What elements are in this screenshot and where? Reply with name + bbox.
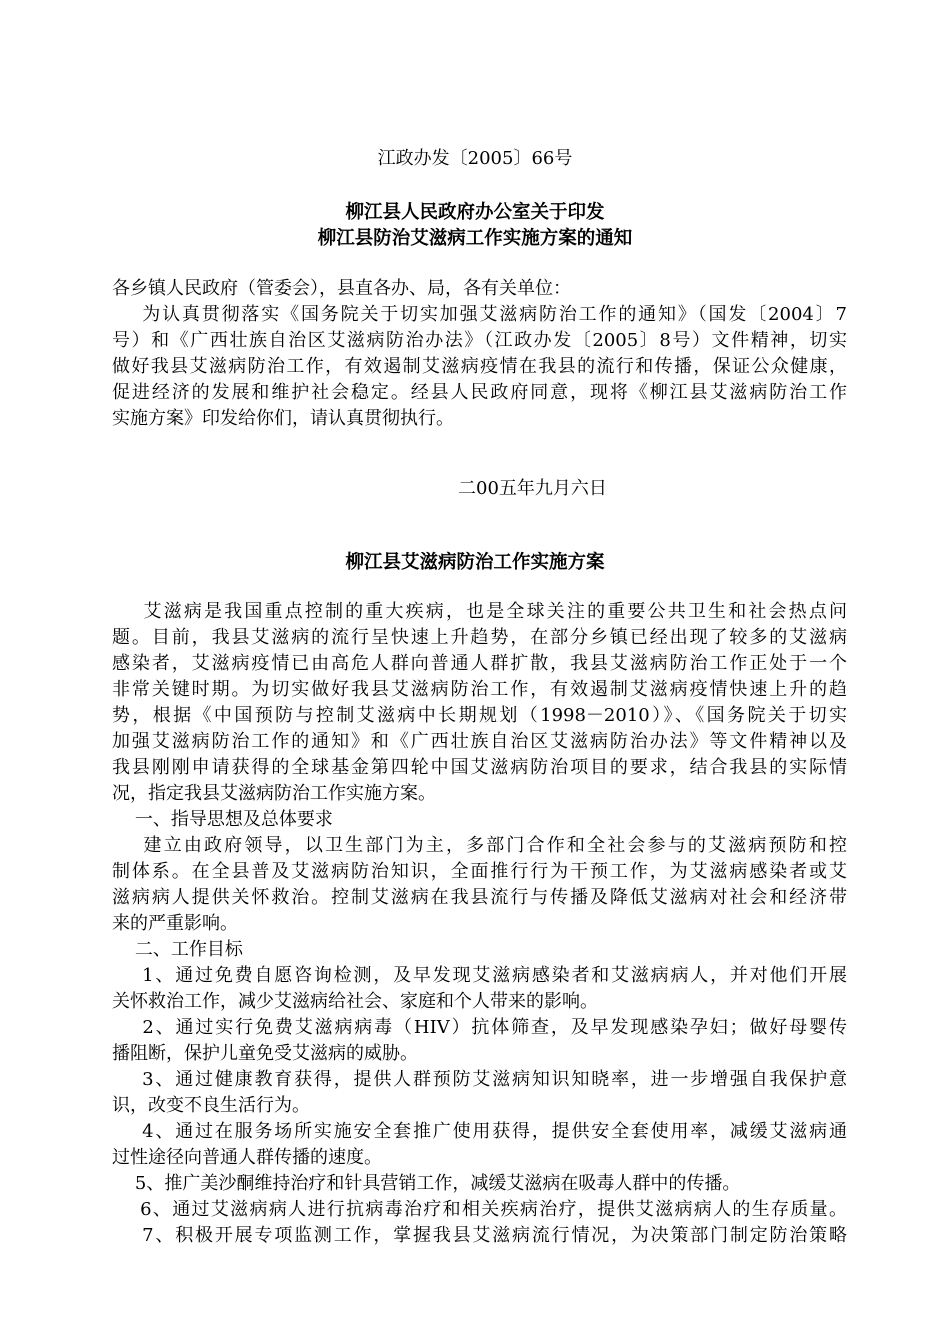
plan-line: 7、积极开展专项监测工作，掌握我县艾滋病流行情况，为决策部门制定防治策略 bbox=[112, 1225, 847, 1246]
plan-line: 况，指定我县艾滋病防治工作实施方案。 bbox=[112, 783, 436, 804]
notice-line: 为认真贯彻落实《国务院关于切实加强艾滋病防治工作的通知》（国发〔2004〕7 bbox=[112, 304, 847, 325]
addressee: 各乡镇人民政府（管委会），县直各办、局，各有关单位： bbox=[112, 278, 571, 299]
plan-line: 5、推广美沙酮维持治疗和针具营销工作，减缓艾滋病在吸毒人群中的传播。 bbox=[112, 1173, 741, 1194]
plan-line: 制体系。在全县普及艾滋病防治知识，全面推行行为干预工作，为艾滋病感染者或艾 bbox=[112, 861, 847, 882]
plan-line: 过性途径向普通人群传播的速度。 bbox=[112, 1147, 382, 1168]
issue-date: 二00五年九月六日 bbox=[458, 478, 607, 499]
plan-line: 6、通过艾滋病病人进行抗病毒治疗和相关疾病治疗，提供艾滋病病人的生存质量。 bbox=[112, 1199, 847, 1220]
notice-title-line-1: 柳江县人民政府办公室关于印发 bbox=[345, 202, 605, 223]
plan-line: 1、通过免费自愿咨询检测，及早发现艾滋病感染者和艾滋病病人，并对他们开展 bbox=[112, 965, 847, 986]
plan-line: 加强艾滋病防治工作的通知》和《广西壮族自治区艾滋病防治办法》等文件精神以及 bbox=[112, 731, 847, 752]
plan-title: 柳江县艾滋病防治工作实施方案 bbox=[345, 552, 605, 573]
plan-line: 题。目前，我县艾滋病的流行呈快速上升趋势，在部分乡镇已经出现了较多的艾滋病 bbox=[112, 627, 847, 648]
plan-line: 艾滋病是我国重点控制的重大疾病，也是全球关注的重要公共卫生和社会热点问 bbox=[112, 601, 847, 622]
plan-line: 感染者，艾滋病疫情已由高危人群向普通人群扩散，我县艾滋病防治工作正处于一个 bbox=[112, 653, 847, 674]
plan-line: 建立由政府领导，以卫生部门为主，多部门合作和全社会参与的艾滋病预防和控 bbox=[112, 835, 847, 856]
notice-line: 促进经济的发展和维护社会稳定。经县人民政府同意，现将《柳江县艾滋病防治工作 bbox=[112, 382, 847, 403]
plan-line: 4、通过在服务场所实施安全套推广使用获得，提供安全套使用率，减缓艾滋病通 bbox=[112, 1121, 847, 1142]
document-number: 江政办发〔2005〕66号 bbox=[377, 148, 573, 169]
plan-line: 2、通过实行免费艾滋病病毒（HIV）抗体筛查，及早发现感染孕妇；做好母婴传 bbox=[112, 1017, 847, 1038]
plan-line: 非常关键时期。为切实做好我县艾滋病防治工作，有效遏制艾滋病疫情快速上升的趋 bbox=[112, 679, 847, 700]
plan-line: 滋病病人提供关怀救治。控制艾滋病在我县流行与传播及降低艾滋病对社会和经济带 bbox=[112, 887, 847, 908]
section-heading: 一、指导思想及总体要求 bbox=[112, 809, 333, 830]
plan-line: 关怀救治工作，减少艾滋病给社会、家庭和个人带来的影响。 bbox=[112, 991, 598, 1012]
plan-line: 我县刚刚申请获得的全球基金第四轮中国艾滋病防治项目的要求，结合我县的实际情 bbox=[112, 757, 847, 778]
section-heading: 二、工作目标 bbox=[112, 939, 243, 960]
notice-line: 实施方案》印发给你们，请认真贯彻执行。 bbox=[112, 408, 454, 429]
plan-line: 势，根据《中国预防与控制艾滋病中长期规划（1998－2010）》、《国务院关于切实 bbox=[112, 705, 847, 726]
plan-line: 播阻断，保护儿童免受艾滋病的威胁。 bbox=[112, 1043, 418, 1064]
notice-title-line-2: 柳江县防治艾滋病工作实施方案的通知 bbox=[317, 228, 633, 249]
plan-line: 来的严重影响。 bbox=[112, 913, 238, 934]
notice-line: 做好我县艾滋病防治工作，有效遏制艾滋病疫情在我县的流行和传播，保证公众健康， bbox=[112, 356, 847, 377]
plan-line: 识，改变不良生活行为。 bbox=[112, 1095, 310, 1116]
plan-line: 3、通过健康教育获得，提供人群预防艾滋病知识知晓率，进一步增强自我保护意 bbox=[112, 1069, 847, 1090]
notice-line: 号）和《广西壮族自治区艾滋病防治办法》（江政办发〔2005〕8号）文件精神，切实 bbox=[112, 330, 847, 351]
